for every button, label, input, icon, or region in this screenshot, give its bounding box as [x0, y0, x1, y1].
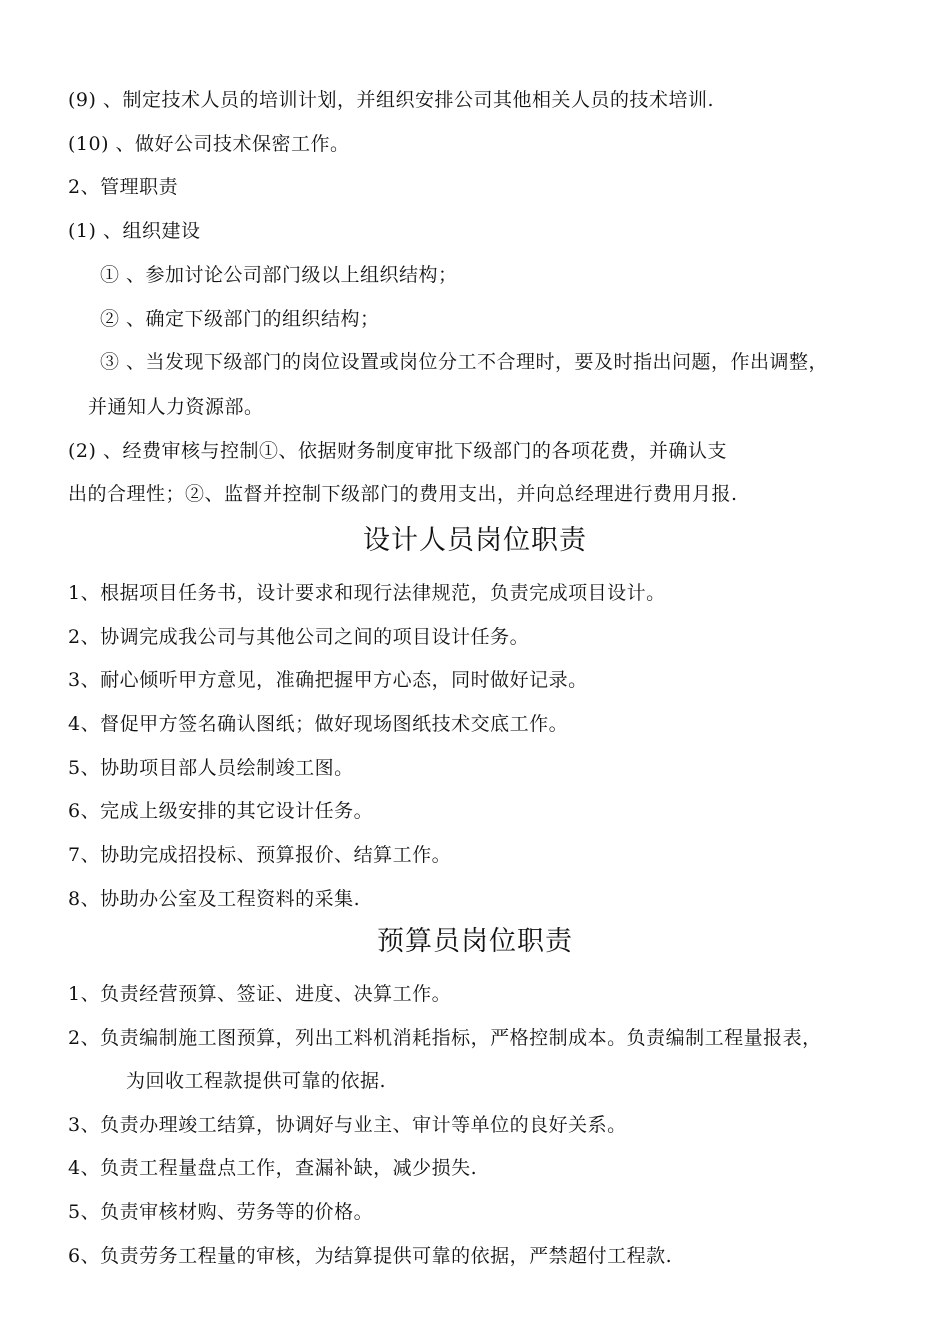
- design-item-7: 7、协助完成招投标、预算报价、结算工作。: [68, 844, 452, 866]
- text-line-10: (10) 、做好公司技术保密工作。: [68, 133, 350, 155]
- budget-item-2: 2、负责编制施工图预算，列出工料机消耗指标，严格控制成本。负责编制工程量报表，: [68, 1027, 822, 1049]
- budget-item-6: 6、负责劳务工程量的审核，为结算提供可靠的依据，严禁超付工程款.: [68, 1245, 673, 1267]
- section-heading-management: 2、管理职责: [68, 176, 179, 198]
- design-item-3: 3、耐心倾听甲方意见，准确把握甲方心态，同时做好记录。: [68, 669, 588, 691]
- subsection-organization: (1) 、组织建设: [68, 220, 201, 242]
- subsection-budget-control-continued: 出的合理性；②、监督并控制下级部门的费用支出，并向总经理进行费用月报.: [68, 483, 738, 505]
- budget-item-2-continued: 为回收工程款提供可靠的依据.: [126, 1070, 387, 1092]
- text-line-9: (9) 、制定技术人员的培训计划，并组织安排公司其他相关人员的技术培训.: [68, 89, 714, 111]
- design-item-4: 4、督促甲方签名确认图纸；做好现场图纸技术交底工作。: [68, 713, 569, 735]
- budget-item-4: 4、负责工程量盘点工作，查漏补缺，减少损失.: [68, 1157, 478, 1179]
- org-item-3: ③ 、当发现下级部门的岗位设置或岗位分工不合理时，要及时指出问题，作出调整，: [100, 351, 829, 373]
- design-section-title: 设计人员岗位职责: [363, 525, 587, 556]
- design-item-8: 8、协助办公室及工程资料的采集.: [68, 888, 361, 910]
- design-item-2: 2、协调完成我公司与其他公司之间的项目设计任务。: [68, 626, 530, 648]
- org-item-1: ① 、参加讨论公司部门级以上组织结构；: [100, 264, 458, 286]
- design-item-5: 5、协助项目部人员绘制竣工图。: [68, 757, 354, 779]
- org-item-3-continued: 并通知人力资源部。: [88, 396, 264, 418]
- design-item-6: 6、完成上级安排的其它设计任务。: [68, 800, 374, 822]
- org-item-2: ② 、确定下级部门的组织结构；: [100, 308, 380, 330]
- budget-section-title: 预算员岗位职责: [377, 926, 573, 957]
- budget-item-3: 3、负责办理竣工结算，协调好与业主、审计等单位的良好关系。: [68, 1114, 627, 1136]
- budget-item-1: 1、负责经营预算、签证、进度、决算工作。: [68, 983, 452, 1005]
- budget-item-5: 5、负责审核材购、劳务等的价格。: [68, 1201, 374, 1223]
- subsection-budget-control: (2) 、经费审核与控制①、依据财务制度审批下级部门的各项花费，并确认支: [68, 440, 727, 462]
- design-item-1: 1、根据项目任务书，设计要求和现行法律规范，负责完成项目设计。: [68, 582, 666, 604]
